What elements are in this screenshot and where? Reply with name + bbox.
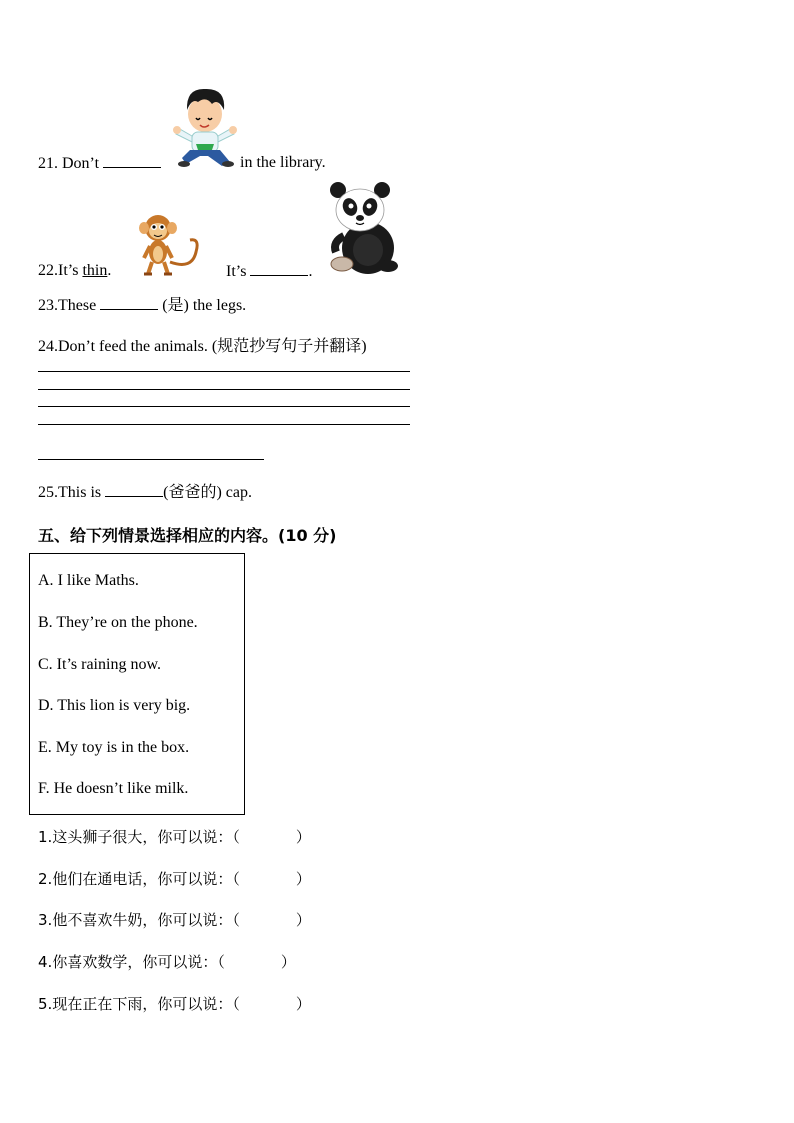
situation-4 bbox=[38, 951, 296, 972]
option-letter: D. bbox=[38, 697, 54, 714]
question-21-end: in the library. bbox=[240, 154, 326, 171]
close-paren: ） bbox=[295, 870, 311, 888]
question-number: 24. bbox=[38, 338, 58, 355]
question-text: It’s bbox=[58, 262, 79, 279]
option-text: It’s raining now. bbox=[56, 656, 161, 673]
situation-number: 5. bbox=[38, 995, 53, 1013]
option-letter: E. bbox=[38, 739, 52, 756]
question-number: 22. bbox=[38, 262, 58, 279]
option-letter: C. bbox=[38, 656, 53, 673]
situation-number: 4. bbox=[38, 953, 53, 971]
writing-line-2[interactable] bbox=[38, 389, 410, 390]
writing-line-3[interactable] bbox=[38, 406, 410, 407]
close-paren: ） bbox=[295, 828, 311, 846]
option-letter: B. bbox=[38, 614, 53, 631]
situation-text: 你喜欢数学，你可以说：（ bbox=[52, 953, 225, 971]
answer-blank[interactable] bbox=[250, 261, 308, 276]
situation-3 bbox=[38, 909, 311, 930]
close-paren: ） bbox=[280, 953, 296, 971]
question-text: Don’t feed the animals. bbox=[58, 338, 208, 355]
close-paren: ） bbox=[295, 911, 311, 929]
section-5-title: 五、给下列情景选择相应的内容。(10 分) bbox=[38, 526, 337, 545]
situation-1 bbox=[38, 826, 311, 847]
option-letter: A. bbox=[38, 572, 54, 589]
question-24 bbox=[38, 337, 367, 357]
situation-5 bbox=[38, 993, 311, 1014]
writing-line-4[interactable] bbox=[38, 424, 410, 425]
question-22 bbox=[38, 261, 111, 281]
option-text: My toy is in the box. bbox=[55, 739, 190, 756]
answer-blank[interactable] bbox=[100, 295, 158, 310]
option-a bbox=[38, 572, 139, 590]
translation-line[interactable] bbox=[38, 459, 264, 460]
answer-blank[interactable] bbox=[103, 153, 161, 168]
option-c bbox=[38, 656, 161, 674]
option-d bbox=[38, 697, 190, 715]
close-paren: ） bbox=[295, 995, 311, 1013]
situation-text: 这头狮子很大，你可以说：（ bbox=[52, 828, 240, 846]
situation-number: 3. bbox=[38, 911, 53, 929]
boy-jumping-illustration bbox=[172, 84, 238, 170]
question-hint: (规范抄写句子并翻译) bbox=[211, 338, 367, 355]
panda-illustration bbox=[326, 180, 404, 276]
question-text: . Don’t bbox=[54, 155, 100, 172]
situation-text: 现在正在下雨，你可以说：（ bbox=[52, 995, 240, 1013]
option-text: This lion is very big. bbox=[57, 697, 191, 714]
options-box bbox=[29, 553, 245, 815]
period: . bbox=[308, 263, 313, 280]
option-text: I like Maths. bbox=[57, 572, 139, 589]
option-b bbox=[38, 614, 198, 632]
writing-line-1[interactable] bbox=[38, 371, 410, 372]
option-text: They’re on the phone. bbox=[56, 614, 198, 631]
situation-number: 2. bbox=[38, 870, 53, 888]
question-22-second bbox=[226, 261, 312, 282]
question-text: It’s bbox=[226, 263, 247, 280]
question-number: 25. bbox=[38, 484, 58, 501]
situation-number: 1. bbox=[38, 828, 53, 846]
question-25 bbox=[38, 482, 252, 503]
question-number: 21 bbox=[38, 155, 54, 172]
situation-text: 他们在通电话，你可以说：（ bbox=[52, 870, 240, 888]
underlined-word: thin bbox=[82, 262, 108, 279]
question-23 bbox=[38, 295, 246, 316]
question-number: 23. bbox=[38, 297, 58, 314]
question-text: This is bbox=[58, 484, 102, 501]
period: . bbox=[107, 262, 112, 279]
question-text: These bbox=[58, 297, 97, 314]
option-f bbox=[38, 780, 188, 798]
question-text-end: (爸爸的) cap. bbox=[163, 484, 252, 501]
question-21 bbox=[38, 153, 161, 174]
question-text-end: (是) the legs. bbox=[162, 297, 247, 314]
answer-blank[interactable] bbox=[105, 482, 163, 497]
situation-2 bbox=[38, 868, 311, 889]
monkey-illustration bbox=[130, 212, 206, 278]
option-text: He doesn’t like milk. bbox=[53, 780, 189, 797]
situation-text: 他不喜欢牛奶，你可以说：（ bbox=[52, 911, 240, 929]
option-e bbox=[38, 739, 189, 757]
option-letter: F. bbox=[38, 780, 50, 797]
